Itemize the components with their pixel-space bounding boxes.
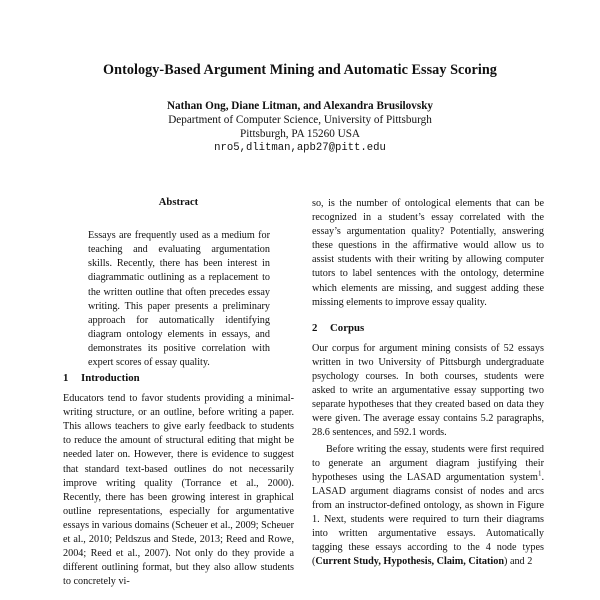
corpus-title: Corpus — [330, 321, 365, 334]
corpus-paragraph-2-part-b: . LASAD argument diagrams consist of nodes and arcs from an instructor-defined ontology, as shown in Figure 1. Next, students were required to turn their diagrams into written argumentative essays. Automatically tagging these essays according to the 4 node types ( — [312, 471, 544, 568]
abstract-text: Essays are frequently used as a medium for teaching and evaluating argumentation skills. Recently, there has been interest in diagrammatic outlining as a replacement to the written outline that often precedes essay writing. This paper presents a preliminary approach for automatically identifying diagram ontology elements in essays, and demonstrates its positive correlation with expert scores of essay quality. — [88, 230, 270, 369]
author-location: Pittsburgh, PA 15260 USA — [240, 128, 360, 140]
introduction-text: Educators tend to favor students providing a minimal-writing structure, or an outline, before writing a paper. This allows teachers to give early feedback to students to reduce the amount of structural editing that might be needed later on. However, there is evidence to suggest that standard text-based outlines do not necessarily improve writing quality (Torrance et al., 2000). Recently, there has been growing interest in graphical outline representations, especially for argumentative essays in various domains (Scheuer et al., 2009; Scheuer et al., 2010; Peldszus and Stede, 2013; Reed and Rowe, 2004; Reed et al., 2007). Not only do they provide a different outlining format, but they also allow students to concretely vi- — [63, 393, 294, 588]
node-types: Current Study, Hypothesis, Claim, Citation — [315, 556, 504, 568]
author-names: Nathan Ong, Diane Litman, and Alexandra Brusilovsky — [166, 100, 434, 112]
introduction-number: 1 — [63, 372, 69, 384]
corpus-paragraph-2-part-c: ) and 2 — [504, 556, 533, 568]
author-affiliation: Department of Computer Science, University of Pittsburgh — [168, 114, 432, 126]
corpus-heading — [312, 321, 544, 335]
introduction-heading — [63, 371, 294, 385]
continuation-text: so, is the number of ontological elements that can be recognized in a student’s essay correlated with the essay’s argumentation quality? Potentially, answering these questions in the affirmative would allow us to assist students with their writing by allowing computer tutors to label sentences with the ontology, determine which elements are missing, and suggest adding these missing elements to improve essay quality. — [312, 198, 544, 308]
footnote-marker: 1 — [537, 469, 542, 478]
abstract-heading: Abstract — [158, 197, 199, 208]
paper-title: Ontology-Based Argument Mining and Automatic Essay Scoring — [103, 62, 497, 78]
corpus-number: 2 — [312, 321, 318, 334]
introduction-title: Introduction — [81, 372, 140, 384]
corpus-paragraph-2 — [312, 443, 544, 570]
introduction-section — [63, 371, 294, 589]
right-column — [312, 197, 544, 569]
corpus-paragraph-2-part-a: Before writing the essay, students were first required to generate an argument diagram justifying their hypotheses using the LASAD argumentation system — [312, 443, 544, 483]
author-email: nro5,dlitman,apb27@pitt.edu — [214, 142, 386, 154]
corpus-paragraph-1: Our corpus for argument mining consists of 52 essays written in two University of Pittsburgh undergraduate psychology courses. In both courses, students were asked to write an argumentative essay supporting two separate hypotheses that they created based on data they were given. The average essay contains 5.2 paragraphs, 28.6 sentences, and 592.1 words. — [312, 342, 544, 439]
author-block — [0, 99, 600, 155]
